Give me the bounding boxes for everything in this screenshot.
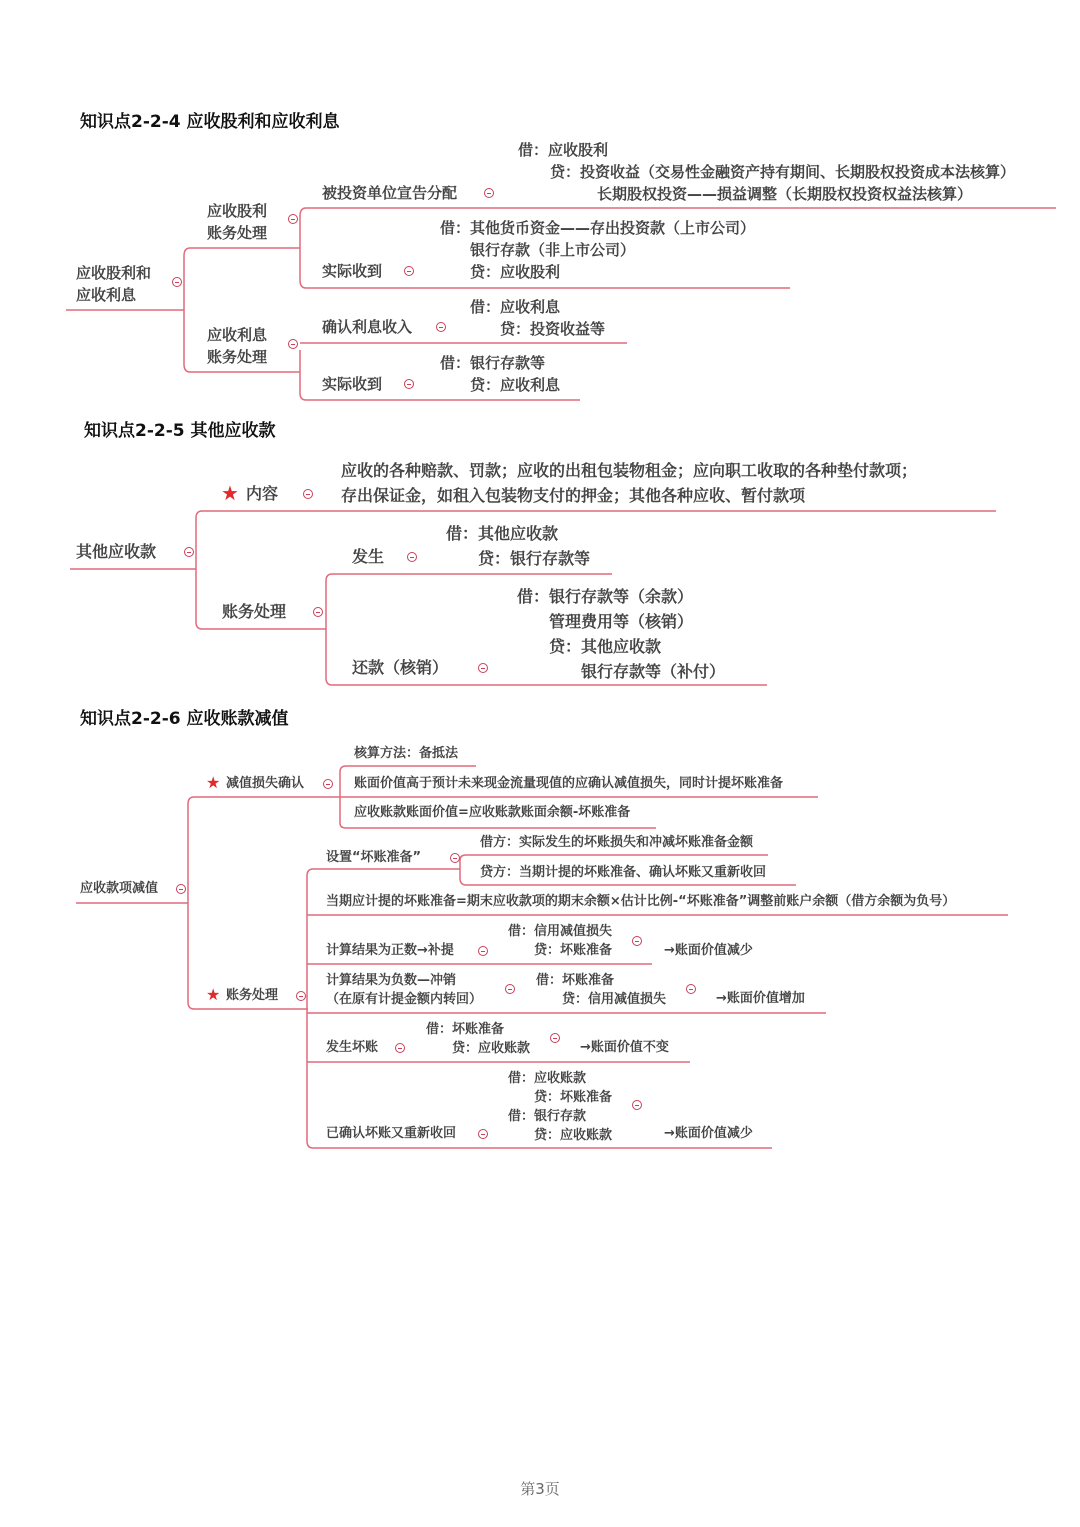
collapse-icon[interactable] xyxy=(323,779,333,789)
entry-line: 贷：应收股利 xyxy=(470,263,561,281)
collapse-icon[interactable] xyxy=(632,936,642,946)
entry-line: 长期股权投资——损益调整（长期股权投资权益法核算） xyxy=(522,185,973,203)
collapse-icon[interactable] xyxy=(450,853,460,863)
entry-line: 贷：投资收益（交易性金融资产持有期间、长期股权投资成本法核算） xyxy=(520,163,1016,181)
star-icon: ★ xyxy=(206,985,221,1004)
label-line: （在原有计提金额内转回） xyxy=(326,992,483,1007)
connector-bracket-3 xyxy=(188,797,340,1009)
collapse-icon[interactable] xyxy=(686,984,696,994)
collapse-icon[interactable] xyxy=(478,946,488,956)
collapse-icon[interactable] xyxy=(407,552,417,562)
content-text xyxy=(341,458,917,508)
setup-item: 贷方：当期计提的坏账准备、确认坏账又重新收回 xyxy=(480,865,767,880)
collapse-icon[interactable] xyxy=(288,339,298,349)
section1-heading: 知识点2-2-4 应收股利和应收利息 xyxy=(80,112,340,132)
collapse-icon[interactable] xyxy=(184,547,194,557)
star-icon: ★ xyxy=(206,773,221,792)
section3-root: 应收款项减值 xyxy=(80,881,159,896)
dividend-branch-line: 账务处理 xyxy=(207,224,268,242)
positive-label: 计算结果为正数→补提 xyxy=(326,943,454,958)
confirm-interest-entry xyxy=(470,296,605,340)
occur-label: 发生 xyxy=(352,547,385,566)
impairment-item: 核算方法：备抵法 xyxy=(354,746,459,761)
provision-formula: 当期应计提的坏账准备=期末应收款项的期末余额×估计比例-“坏账准备”调整前账户余额（借方余额为负号） xyxy=(326,894,956,909)
confirm-interest-label: 确认利息收入 xyxy=(322,318,413,336)
entry-line: 借：应收利息 xyxy=(470,298,561,316)
collapse-icon[interactable] xyxy=(172,277,182,287)
section2-heading: 知识点2-2-5 其他应收款 xyxy=(84,421,276,441)
recovered-label: 已确认坏账又重新收回 xyxy=(326,1126,457,1141)
collapse-icon[interactable] xyxy=(395,1043,405,1053)
setup-label: 设置“坏账准备” xyxy=(326,850,422,865)
received-dividend-entry xyxy=(440,217,755,283)
collapse-icon[interactable] xyxy=(303,489,313,499)
entry-line: 贷：应收账款 xyxy=(426,1041,531,1056)
interest-branch-line: 应收利息 xyxy=(207,326,268,344)
collapse-icon[interactable] xyxy=(176,884,186,894)
baddebt-label: 发生坏账 xyxy=(326,1040,379,1055)
entry-line: 贷：坏账准备 xyxy=(508,1090,613,1105)
interest-branch-line: 账务处理 xyxy=(207,348,268,366)
recovered-result: →账面价值减少 xyxy=(664,1126,753,1141)
entry-line: 借：坏账准备 xyxy=(536,973,615,988)
positive-entry xyxy=(508,922,612,960)
repay-entry xyxy=(517,584,725,684)
entry-line: 贷：投资收益等 xyxy=(470,320,606,338)
collapse-icon[interactable] xyxy=(478,1129,488,1139)
accounting-label-3: 账务处理 xyxy=(226,988,279,1003)
entry-line: 贷：银行存款等 xyxy=(446,549,591,568)
negative-result: →账面价值增加 xyxy=(716,991,805,1006)
collapse-icon[interactable] xyxy=(404,379,414,389)
negative-label xyxy=(326,971,482,1009)
received-dividend-label: 实际收到 xyxy=(322,262,383,280)
entry-line: 借：坏账准备 xyxy=(426,1022,505,1037)
entry-line: 贷：信用减值损失 xyxy=(536,992,667,1007)
dividend-branch-line: 应收股利 xyxy=(207,202,268,220)
entry-line: 借：信用减值损失 xyxy=(508,924,613,939)
entry-line: 借：银行存款 xyxy=(508,1109,587,1124)
impairment-item: 账面价值高于预计未来现金流量现值的应确认减值损失，同时计提坏账准备 xyxy=(354,776,784,791)
collapse-icon[interactable] xyxy=(505,984,515,994)
entry-line: 银行存款（非上市公司） xyxy=(440,241,636,259)
received-interest-label: 实际收到 xyxy=(322,375,383,393)
collapse-icon[interactable] xyxy=(288,214,298,224)
label-line: 计算结果为负数—冲销 xyxy=(326,973,457,988)
declared-entry xyxy=(518,139,1015,205)
star-icon: ★ xyxy=(221,481,239,505)
entry-line: 借：应收账款 xyxy=(508,1071,587,1086)
entry-line: 借：银行存款等 xyxy=(440,354,546,372)
content-line: 存出保证金，如租入包装物支付的押金；其他各种应收、暂付款项 xyxy=(341,486,806,505)
section2-root: 其他应收款 xyxy=(76,542,157,561)
section1-root-line: 应收利息 xyxy=(76,286,137,304)
collapse-icon[interactable] xyxy=(478,663,488,673)
section1-root-line: 应收股利和 xyxy=(76,264,152,282)
impairment-label: 减值损失确认 xyxy=(226,776,305,791)
entry-line: 管理费用等（核销） xyxy=(517,612,694,631)
setup-item: 借方：实际发生的坏账损失和冲减坏账准备金额 xyxy=(480,835,754,850)
entry-line: 借：银行存款等（余款） xyxy=(517,587,694,606)
collapse-icon[interactable] xyxy=(404,266,414,276)
section1-root xyxy=(76,262,151,306)
dividend-branch xyxy=(207,200,267,244)
entry-line: 贷：其他应收款 xyxy=(517,637,662,656)
collapse-icon[interactable] xyxy=(436,322,446,332)
entry-line: 贷：应收账款 xyxy=(508,1128,613,1143)
entry-line: 借：其他应收款 xyxy=(446,524,559,543)
entry-line: 贷：应收利息 xyxy=(440,376,561,394)
baddebt-entry xyxy=(426,1020,530,1058)
entry-line: 借：其他货币资金——存出投资款（上市公司） xyxy=(440,219,756,237)
collapse-icon[interactable] xyxy=(313,607,323,617)
baddebt-result: →账面价值不变 xyxy=(580,1040,669,1055)
collapse-icon[interactable] xyxy=(484,188,494,198)
collapse-icon[interactable] xyxy=(632,1100,642,1110)
content-line: 应收的各种赔款、罚款；应收的出租包装物租金；应向职工收取的各种垫付款项； xyxy=(341,461,918,480)
repay-label: 还款（核销） xyxy=(352,658,449,677)
interest-branch xyxy=(207,324,267,368)
impairment-item: 应收账款账面价值=应收账款账面余额-坏账准备 xyxy=(354,805,631,820)
positive-result: →账面价值减少 xyxy=(664,943,753,958)
section3-heading: 知识点2-2-6 应收账款减值 xyxy=(80,709,289,729)
received-interest-entry xyxy=(440,352,560,396)
entry-line: 银行存款等（补付） xyxy=(517,662,726,681)
declared-label: 被投资单位宣告分配 xyxy=(322,184,458,202)
content-label: 内容 xyxy=(246,484,279,503)
entry-line: 贷：坏账准备 xyxy=(508,943,613,958)
collapse-icon[interactable] xyxy=(550,1033,560,1043)
entry-line: 借：应收股利 xyxy=(518,141,609,159)
accounting-label-2: 账务处理 xyxy=(222,602,287,621)
recovered-entry xyxy=(508,1069,612,1145)
negative-entry xyxy=(536,971,666,1009)
collapse-icon[interactable] xyxy=(296,991,306,1001)
page-number: 第3页 xyxy=(520,1480,560,1498)
occur-entry xyxy=(446,521,590,571)
